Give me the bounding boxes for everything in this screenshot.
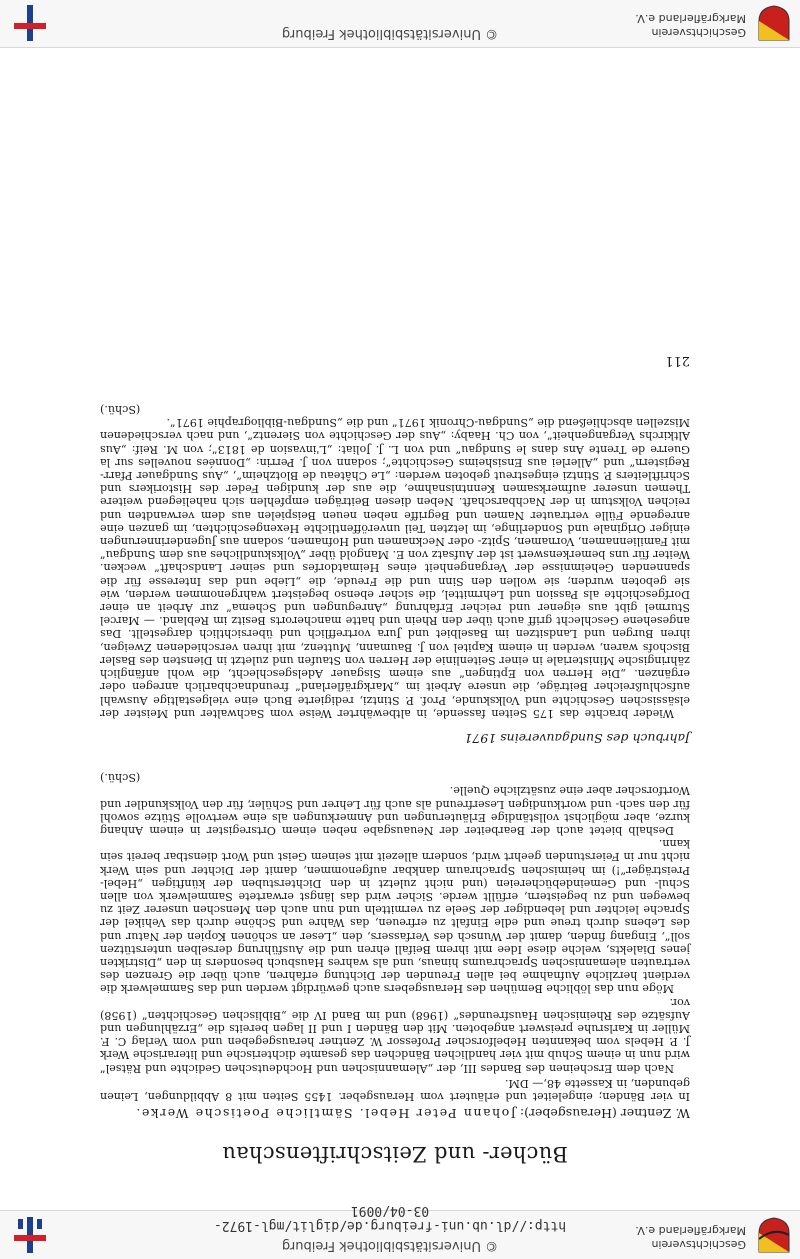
coat-of-arms-icon <box>754 5 790 41</box>
coat-of-arms-icon <box>754 1217 790 1253</box>
ub-freiburg-logo-icon <box>10 3 50 43</box>
ub-freiburg-logo-icon <box>10 1215 50 1255</box>
review-2-heading: Jahrbuch des Sundgauvereins 1971 <box>464 730 690 746</box>
footer-library-credit: © Universitätsbibliothek Freiburg <box>281 26 499 41</box>
library-credit: © Universitätsbibliothek Freiburg <box>281 1238 499 1253</box>
review-1-book-title: Johann Peter Hebel. Sämtliche Poetische Werke. <box>134 1106 516 1121</box>
review-2-signature: (Schü.) <box>100 403 141 417</box>
review-2-paragraph: Wieder brachte das 175 Seiten fassende, in altbewährter Weise vom Sachwalter und Meister der elsässischen Geschichte und Volkskunde, Prof. P. Stintzi, redigierte Buch eine vielgestaltige Auswahl aufschlußreicher Beiträge, die unsere Arbeit im „Markgräflerland“ freundnachbarlich anregen oder ergänzen. „Die Herren von Eptingen“ aus einem Sisgauer Adelsgeschlecht, die wohl anfänglich zähringische Ministeriale in einer Seitenlinie der Herren von Staufen und zuletzt in Diensten des Basler Bischofs waren, werden in einem Kapitel von J. Baumann, Muttenz, mit ihren verschiedenen Zweigen, ihren Burgen und Landsitzen im Baselbiet und Jura vortrefflich und übersichtlich dargestellt. Das angesehene Geschlecht griff auch über den Rhein und hatte mancherorts Besitz im Rebland. — Marcel Sturmel gibt aus eigener und reicher Erfahrung „Anregungen und Schema“ zur Arbeit an einer Dorfgeschichte als Passion und Lehrmittel, die sicher ebenso begeistert wahrgenommen werden, wie sie geboten wurden; sie wollen den Sinn und die Freude, die „Liebe und das Interesse für die spannenden Geheimnisse der Vergangenheit eines Heimatdorfes und seiner Landschaft“ wecken. Weiter für uns bemerkenswert ist der Aufsatz von E. Mangold über „Volkskundliches aus dem Sundgau“ mit Familiennamen, Vornamen, Spitz- oder Necknamen und Hofnamen, sodann aus Jugenderinnerungen einiger Originale und Sonderlinge, im letzten Teil unveröffentlichte Hexengeschichten, im ganzen eine anregende Fülle vertrauter Namen und Begriffe neben neuen Beispielen aus dem verwandten und reichen Volkstum in der Nachbarschaft. Neben diesen Beiträgen empfehlen sich naheliegend weitere Themen unserer aufmerksamen Kenntnisnahme, die aus der kundigen Feder des Historikers und Schriftleiters P. Stintzi eingestreut geboten werden: „Le Château de Blotzheim“, „Aus Sundgauer Pfarr-Registern“ und „Allerlei aus Ensisheims Geschichte“; sodann von J. Perrin: „Données nouvelles sur la Guerre de Trente Ans dans le Sundgau“ und von L. J. Joliat: „L'invasion de 1813“; von M. Reif: „Aus Altkirchs Vergangenheit“, von Ch. Haaby: „Aus der Geschichte von Sierentz“, und nach verschiedenen Miszellen abschließend die „Sundgau-Chronik 1971“ und die „Sundgau-Bibliographie 1971“. <box>100 416 690 720</box>
page-number: 211 <box>665 352 690 368</box>
review-1-signature: (Schü.) <box>100 771 141 785</box>
review-1-editor: W. Zentner (Herausgeber): <box>519 1106 690 1121</box>
review-1-heading <box>100 1105 690 1121</box>
footer-bar <box>0 0 800 48</box>
document-body <box>100 354 690 1179</box>
footer-association-name: Geschichtsverein Markgräflerland e.V. <box>635 12 746 39</box>
page-title: Bücher- und Zeitschriftenschau <box>222 1142 568 1166</box>
review-1-bibliographic-info: In vier Bänden; eingeleitet und erläutert vom Herausgeber. 1455 Seiten mit 8 Abbildungen, Leinen gebunden, in Kassette 48,— DM. <box>100 1076 690 1103</box>
header-bar <box>0 1203 800 1259</box>
association-name: Geschichtsverein Markgräflerland e.V. <box>635 1224 746 1251</box>
review-1-paragraph-3: Deshalb bietet auch der Bearbeiter der Neuausgabe neben einem Ortsregister in einem Anhang kurze, aber möglichst vollständige Erläuterungen und Anmerkungen als eine wertvolle Stütze sowohl für den sach- und wortkundigen Leserfreund als auch für Lehrer und Schüler, für den Volkskundler und Wortforscher aber eine zusätzliche Quelle. <box>100 784 690 837</box>
review-1-paragraph-1: Nach dem Erscheinen des Bandes III, der „Alemannischen und Hochdeutschen Gedichte und Rätsel“ wird nun in einem Schub mit vier handlichen Bändchen das gesamte dichterische und literarische Werk J. P. Hebels vom bekannten Hebelforscher Professor W. Zentner herausgegeben und vom Verlag C. F. Müller in Karlsruhe preiswert angeboten. Mit den Bänden I und II lagen bereits die „Erzählungen und Aufsätze des Rheinischen Hausfreundes“ (1968) und im Band IV die „Biblischen Geschichten“ (1958) vor. <box>100 995 690 1075</box>
review-1-paragraph-2: Möge nun das löbliche Bemühen des Herausgebers auch gewürdigt werden und das Sammelwerk die verdient herzliche Aufnahme bei allen Freunden der Dichtung erfahren, auch über die Grenzen des vertrauten alemannischen Sprachraums hinaus, und als wahres Hausbuch besonders in den „Distrikten jenes Dialekts, welche diese Idee mit ihrem Beifall ehren und die Ausführung derselben unterstützen soll“, Eingang finden, damit der Wunsch des Verfassers, den „Leser an schönen Kopien der Natur und des Lebens durch treue und edle Einfalt zu erfreuen, das Wahre und Schöne durch das Vehikel der Sprache leichter und lebendiger der Seele zu vermitteln und nun auch den Menschen unserer Zeit zu bewegen und zu begeistern, erfüllt werde. Sicher wird das längst erwartete Sammelwerk von allen Schul- und Gemeindebüchereien (und nicht zuletzt in den Dichterstuben der künftigen „Hebel-Preisträger“!) im heimischen Sprachraum dankbar aufgenommen, damit der Dichter und sein Werk nicht nur in Feierstunden geehrt wird, sondern allezeit mit seinem Geist und Wort dienstbar bereit sein kann. <box>100 837 690 996</box>
permalink-url[interactable]: http://dl.ub.uni-freiburg.de/diglit/mgl-1972-03-04/0091 <box>213 1203 567 1233</box>
